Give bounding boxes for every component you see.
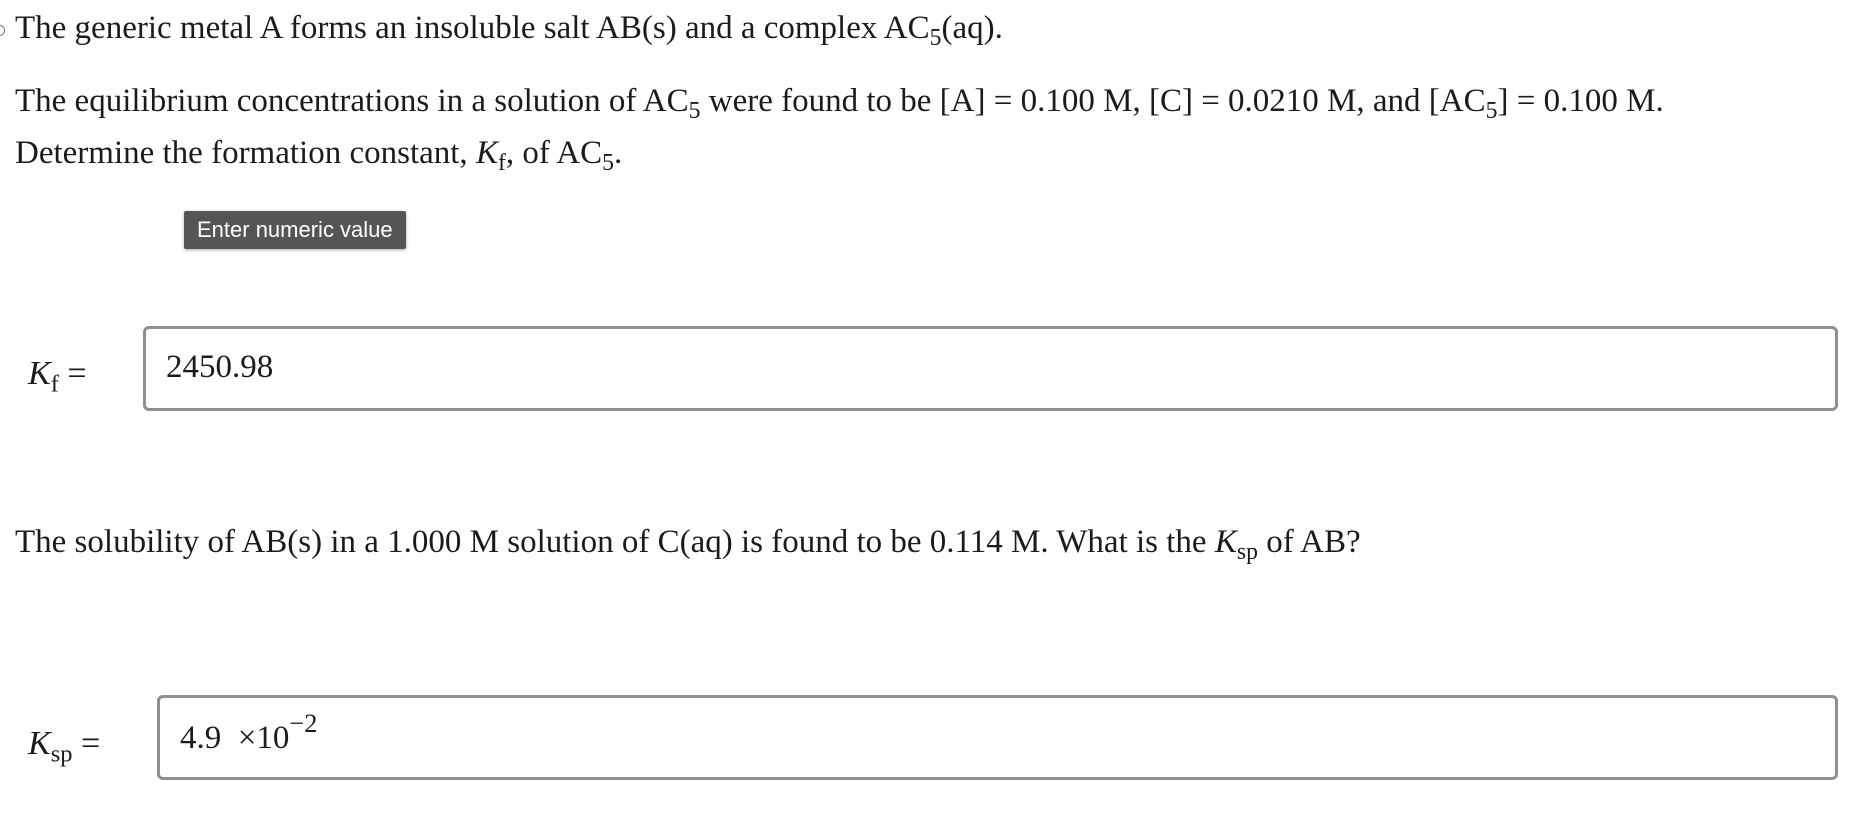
question-ksp-prompt: The solubility of AB(s) in a 1.000 M solution of C(aq) is found to be 0.114 M. What is the $K_{sp}$ of AB? bbox=[15, 524, 1361, 566]
ksp-exponent: −2 bbox=[289, 708, 318, 739]
question-marker-icon bbox=[0, 25, 5, 36]
ksp-times-ten: ×10 bbox=[237, 720, 290, 756]
ksp-answer-input[interactable] bbox=[157, 695, 1838, 780]
numeric-entry-tooltip: Enter numeric value bbox=[184, 211, 406, 249]
kf-answer-value: 2450.98 bbox=[166, 349, 274, 385]
question-kf-prompt: The equilibrium concentrations in a solution of $AC_5$ were found to be [A] = 0.100 M, [C] = 0.0210 M, and $[AC_5] = 0.100$ M. Determine the formation constant, $K_f$, of $AC_5$. bbox=[15, 83, 1664, 177]
kf-answer-label: $K_f$ = bbox=[28, 355, 87, 398]
ksp-answer-value bbox=[180, 708, 318, 757]
problem-intro: The generic metal A forms an insoluble salt AB(s) and a complex $AC_5(aq)$. bbox=[15, 10, 1003, 52]
ksp-mantissa: 4.9 bbox=[180, 720, 222, 756]
kf-answer-input[interactable] bbox=[143, 326, 1838, 411]
ksp-answer-label: $K_{sp}$ = bbox=[28, 725, 101, 768]
